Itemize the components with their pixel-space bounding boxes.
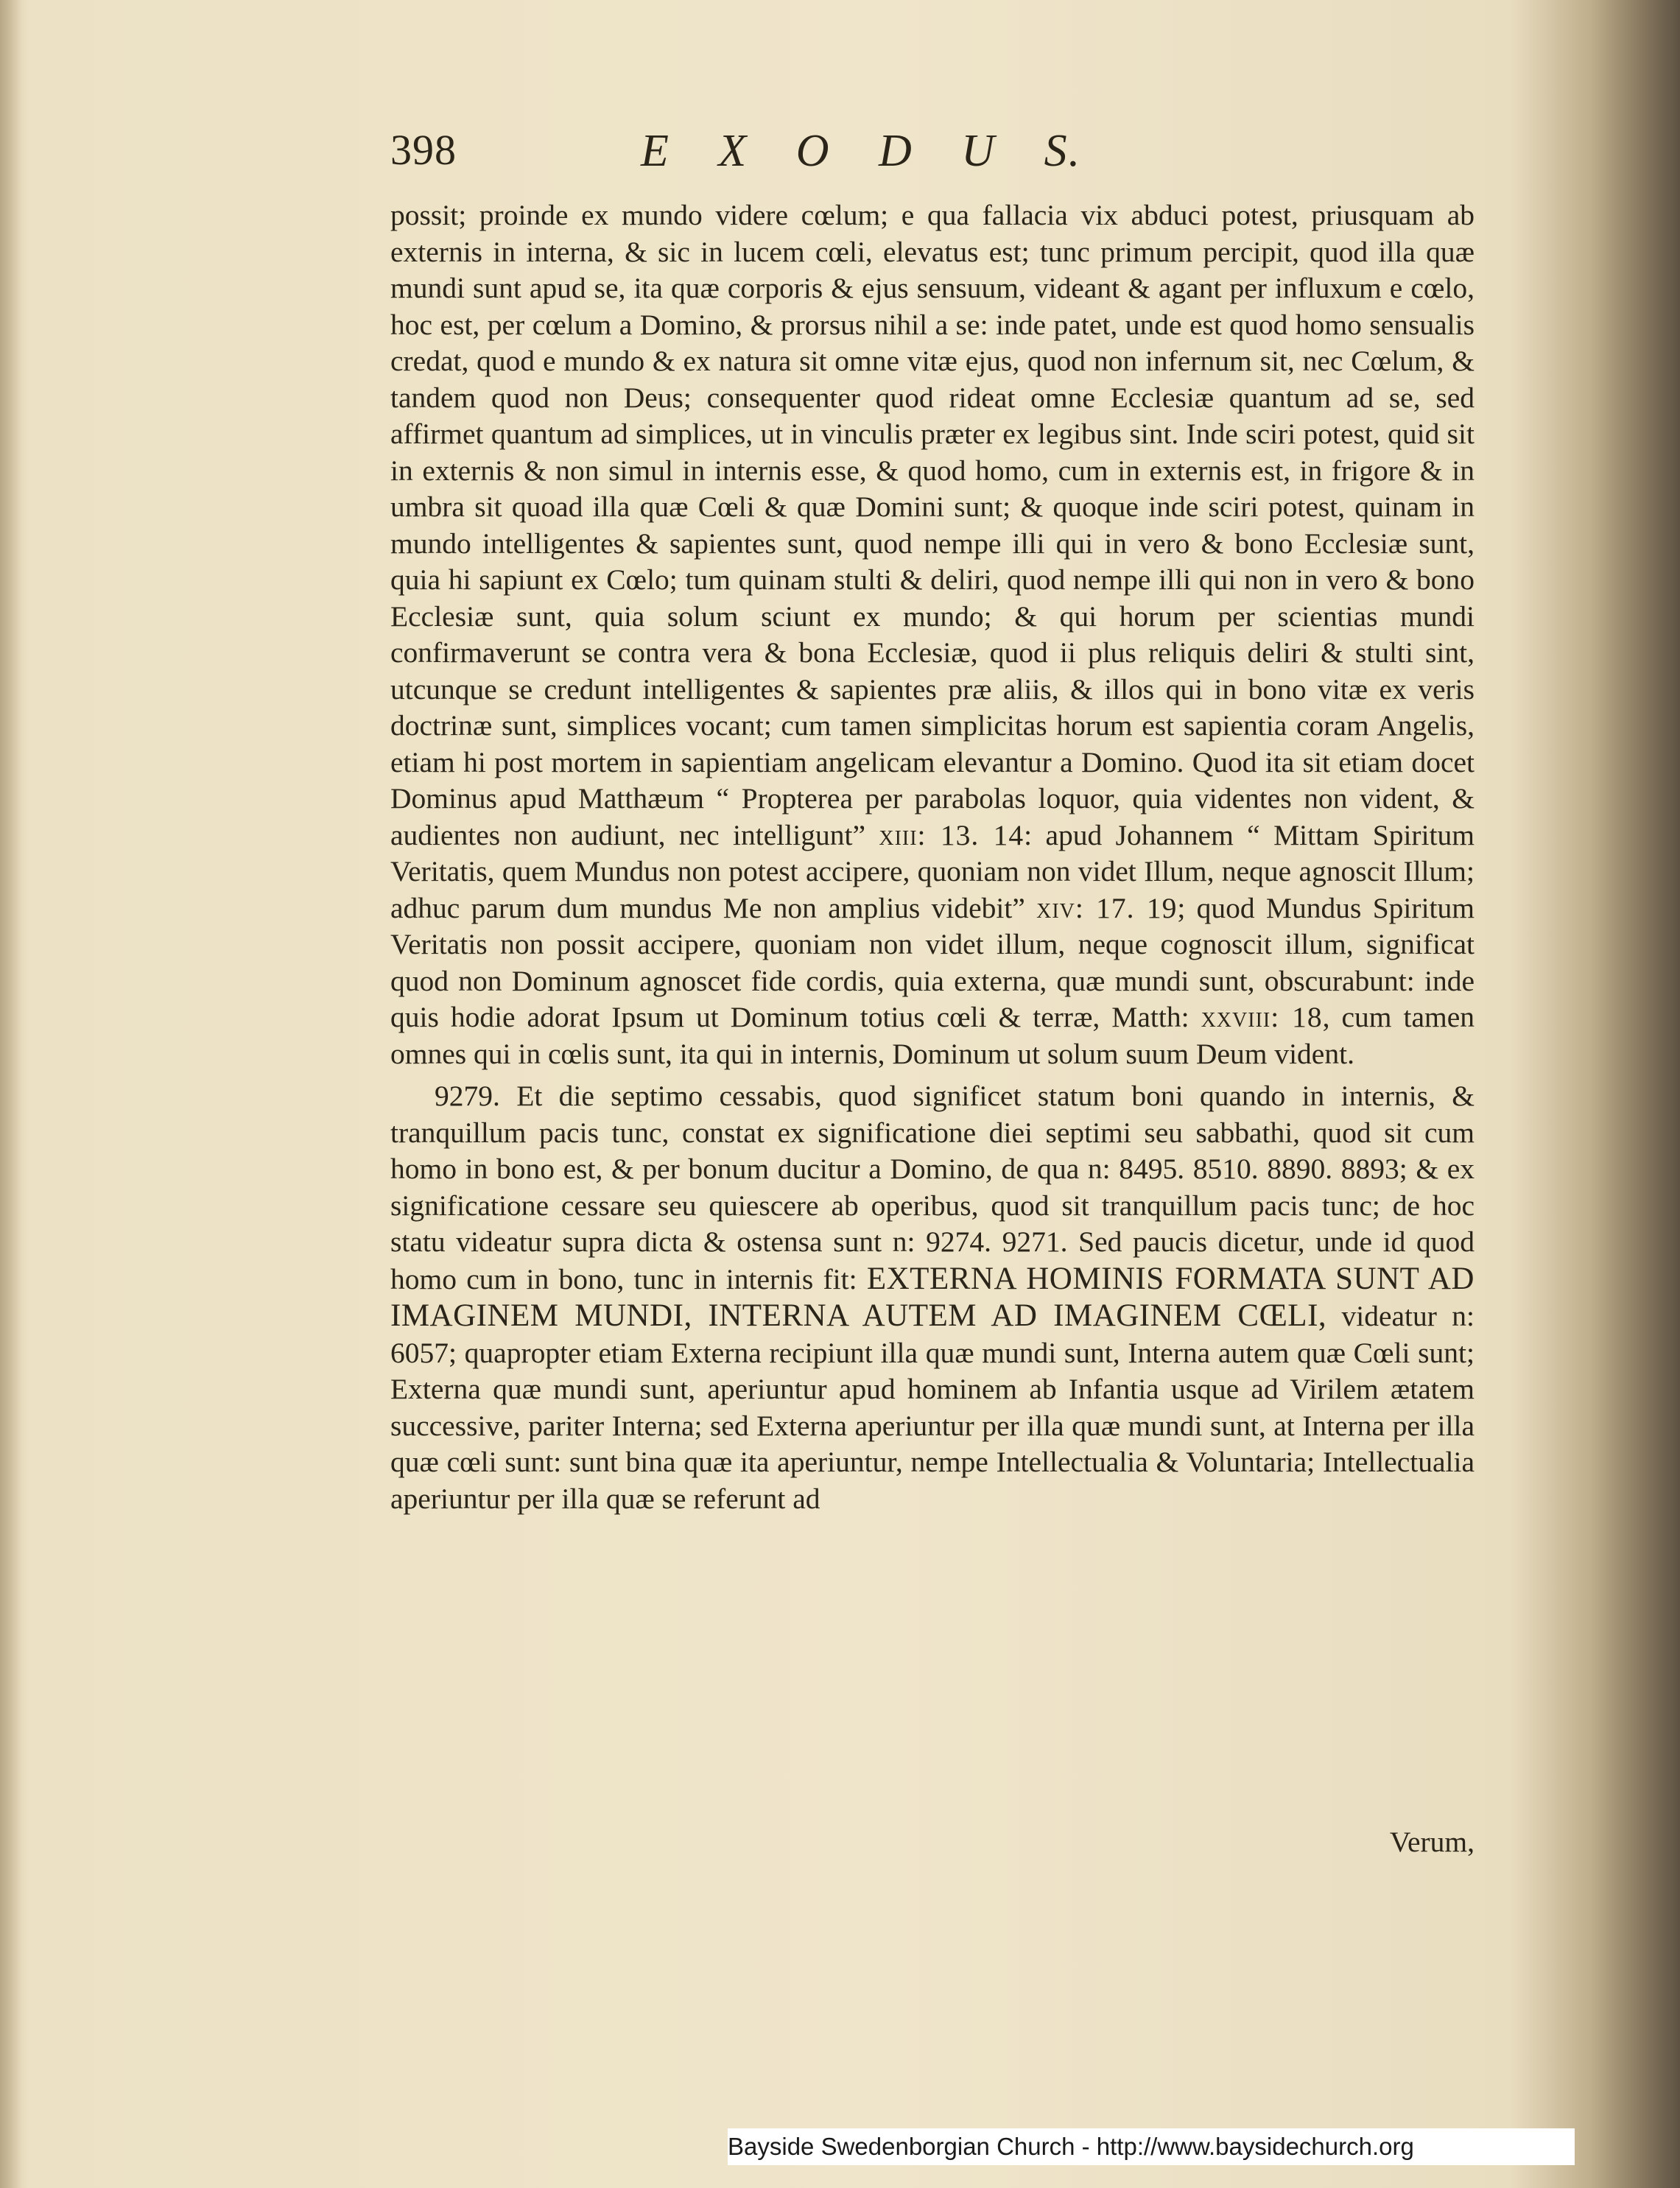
paragraph-2-text-a: 9279. Et die septimo cessabis, quod significet statum boni quando in internis, & tranquillum pacis tunc, constat ex significatione diei septimi seu sabbathi, quod sit cum homo in bono est, & per bonum ducitur a Domino, de qua n: 8495. 8510. 8890. 8893; & ex significatione cessare seu quiescere ab operibus, quod sit tranquillum pacis tunc; de hoc statu videatur supra dicta & ostensa sunt n: 9274. 9271. Sed paucis dicetur, unde id quod homo cum in bono, tunc in internis fit: bbox=[390, 1080, 1475, 1295]
paragraph-continuation bbox=[390, 197, 1475, 1072]
scripture-reference: xiii: 13. 14 bbox=[879, 818, 1024, 851]
gutter-shadow bbox=[0, 0, 22, 2188]
paragraph-1-text-c: ; quod Mundus Spiritum Veritatis non possit accipere, quoniam non videt illum, neque cognoscit illum, significat quod non Dominum agnoscet fide cordis, quia externa, quæ mundi sunt, obscurabunt: inde quis hodie adorat Ipsum ut Dominum totius cœli & terræ, Matth: bbox=[390, 891, 1475, 1033]
paragraph-1-text-a: possit; proinde ex mundo videre cœlum; e qua fallacia vix abduci potest, priusquam ab externis in interna, & sic in lucem cœli, elevatus est; tunc primum percipit, quod illa quæ mundi sunt apud se, ita quæ corporis & ejus sensuum, videant & agant per influxum e cœlo, hoc est, per cœlum a Domino, & prorsus nihil a se: inde patet, unde est quod homo sensualis credat, quod e mundo & ex natura sit omne vitæ ejus, quod non infernum sit, nec Cœlum, & tandem quod non Deus; consequenter quod rideat omne Ecclesiæ quantum ad se, sed affirmet quantum ad simplices, ut in vinculis præter ex legibus sint. Inde sciri potest, quid sit in externis & non simul in internis esse, & quod homo, cum in externis est, in frigore & in umbra sit quoad illa quæ Cœli & quæ Domini sunt; & quoque inde sciri potest, quinam in mundo intelligentes & sapientes sunt, quod nempe illi qui in vero & bono Ecclesiæ sunt, quia hi sapiunt ex Cœlo; tum quinam stulti & deliri, quod nempe illi qui non in vero & bono Ecclesiæ sunt, quia solum sciunt ex mundo; & qui horum per scientias mundi confirmaverunt se contra vera & bona Ecclesiæ, quod ii plus reliquis deliri & stulti sint, utcunque se credunt intelligentes & sapientes præ aliis, & illos qui in bono vitæ ex veris doctrinæ sunt, simplices vocant; cum tamen simplicitas horum est sapientia coram Angelis, etiam hi post mortem in sapientiam angelicam elevantur a Domino. Quod ita sit etiam docet Dominus apud Matthæum “ Propterea per parabolas loquor, quia videntes non vident, & audientes non audiunt, nec intelligunt” bbox=[390, 199, 1475, 851]
footer-credit: Bayside Swedenborgian Church - http://www.baysidechurch.org bbox=[728, 2128, 1575, 2165]
capitals-passage: EXTERNA HOMINIS FORMATA SUNT AD IMAGINEM MUNDI, INTERNA AUTEM AD IMAGINEM CŒLI, bbox=[390, 1261, 1475, 1333]
page-header bbox=[390, 125, 1480, 191]
scripture-reference: xxviii: 18 bbox=[1201, 1001, 1323, 1033]
catchword: Verum, bbox=[1389, 1826, 1475, 1858]
scripture-reference: xiv: 17. 19 bbox=[1036, 891, 1178, 924]
paragraph-2-text-b: videatur n: 6057; quapropter etiam Externa recipiunt illa quæ mundi sunt, Interna autem quæ Cœli sunt; Externa quæ mundi sunt, aperiuntur apud hominem ab Infantia usque ad Virilem ætatem successive, pariter Interna; sed Externa aperiuntur per illa quæ mundi sunt, at Interna per illa quæ cœli sunt: sunt bina quæ ita aperiuntur, nempe Intellectualia & Voluntaria; Intellectualia aperiuntur per illa quæ se referunt ad bbox=[390, 1300, 1475, 1515]
paragraph-1-text-d: , cum tamen omnes qui in cœlis sunt, ita qui in internis, Dominum ut solum suum Deum vident. bbox=[390, 1001, 1475, 1070]
body-text bbox=[390, 197, 1475, 1517]
paragraph-1-text-b: : apud Johannem “ Mittam Spiritum Veritatis, quem Mundus non potest accipere, quoniam non videt Illum, neque agnoscit Illum; adhuc parum dum mundus Me non amplius videbit” bbox=[390, 818, 1475, 924]
paragraph-9279 bbox=[390, 1078, 1475, 1517]
running-title: E X O D U S. bbox=[641, 126, 1082, 176]
page-number: 398 bbox=[390, 126, 457, 174]
